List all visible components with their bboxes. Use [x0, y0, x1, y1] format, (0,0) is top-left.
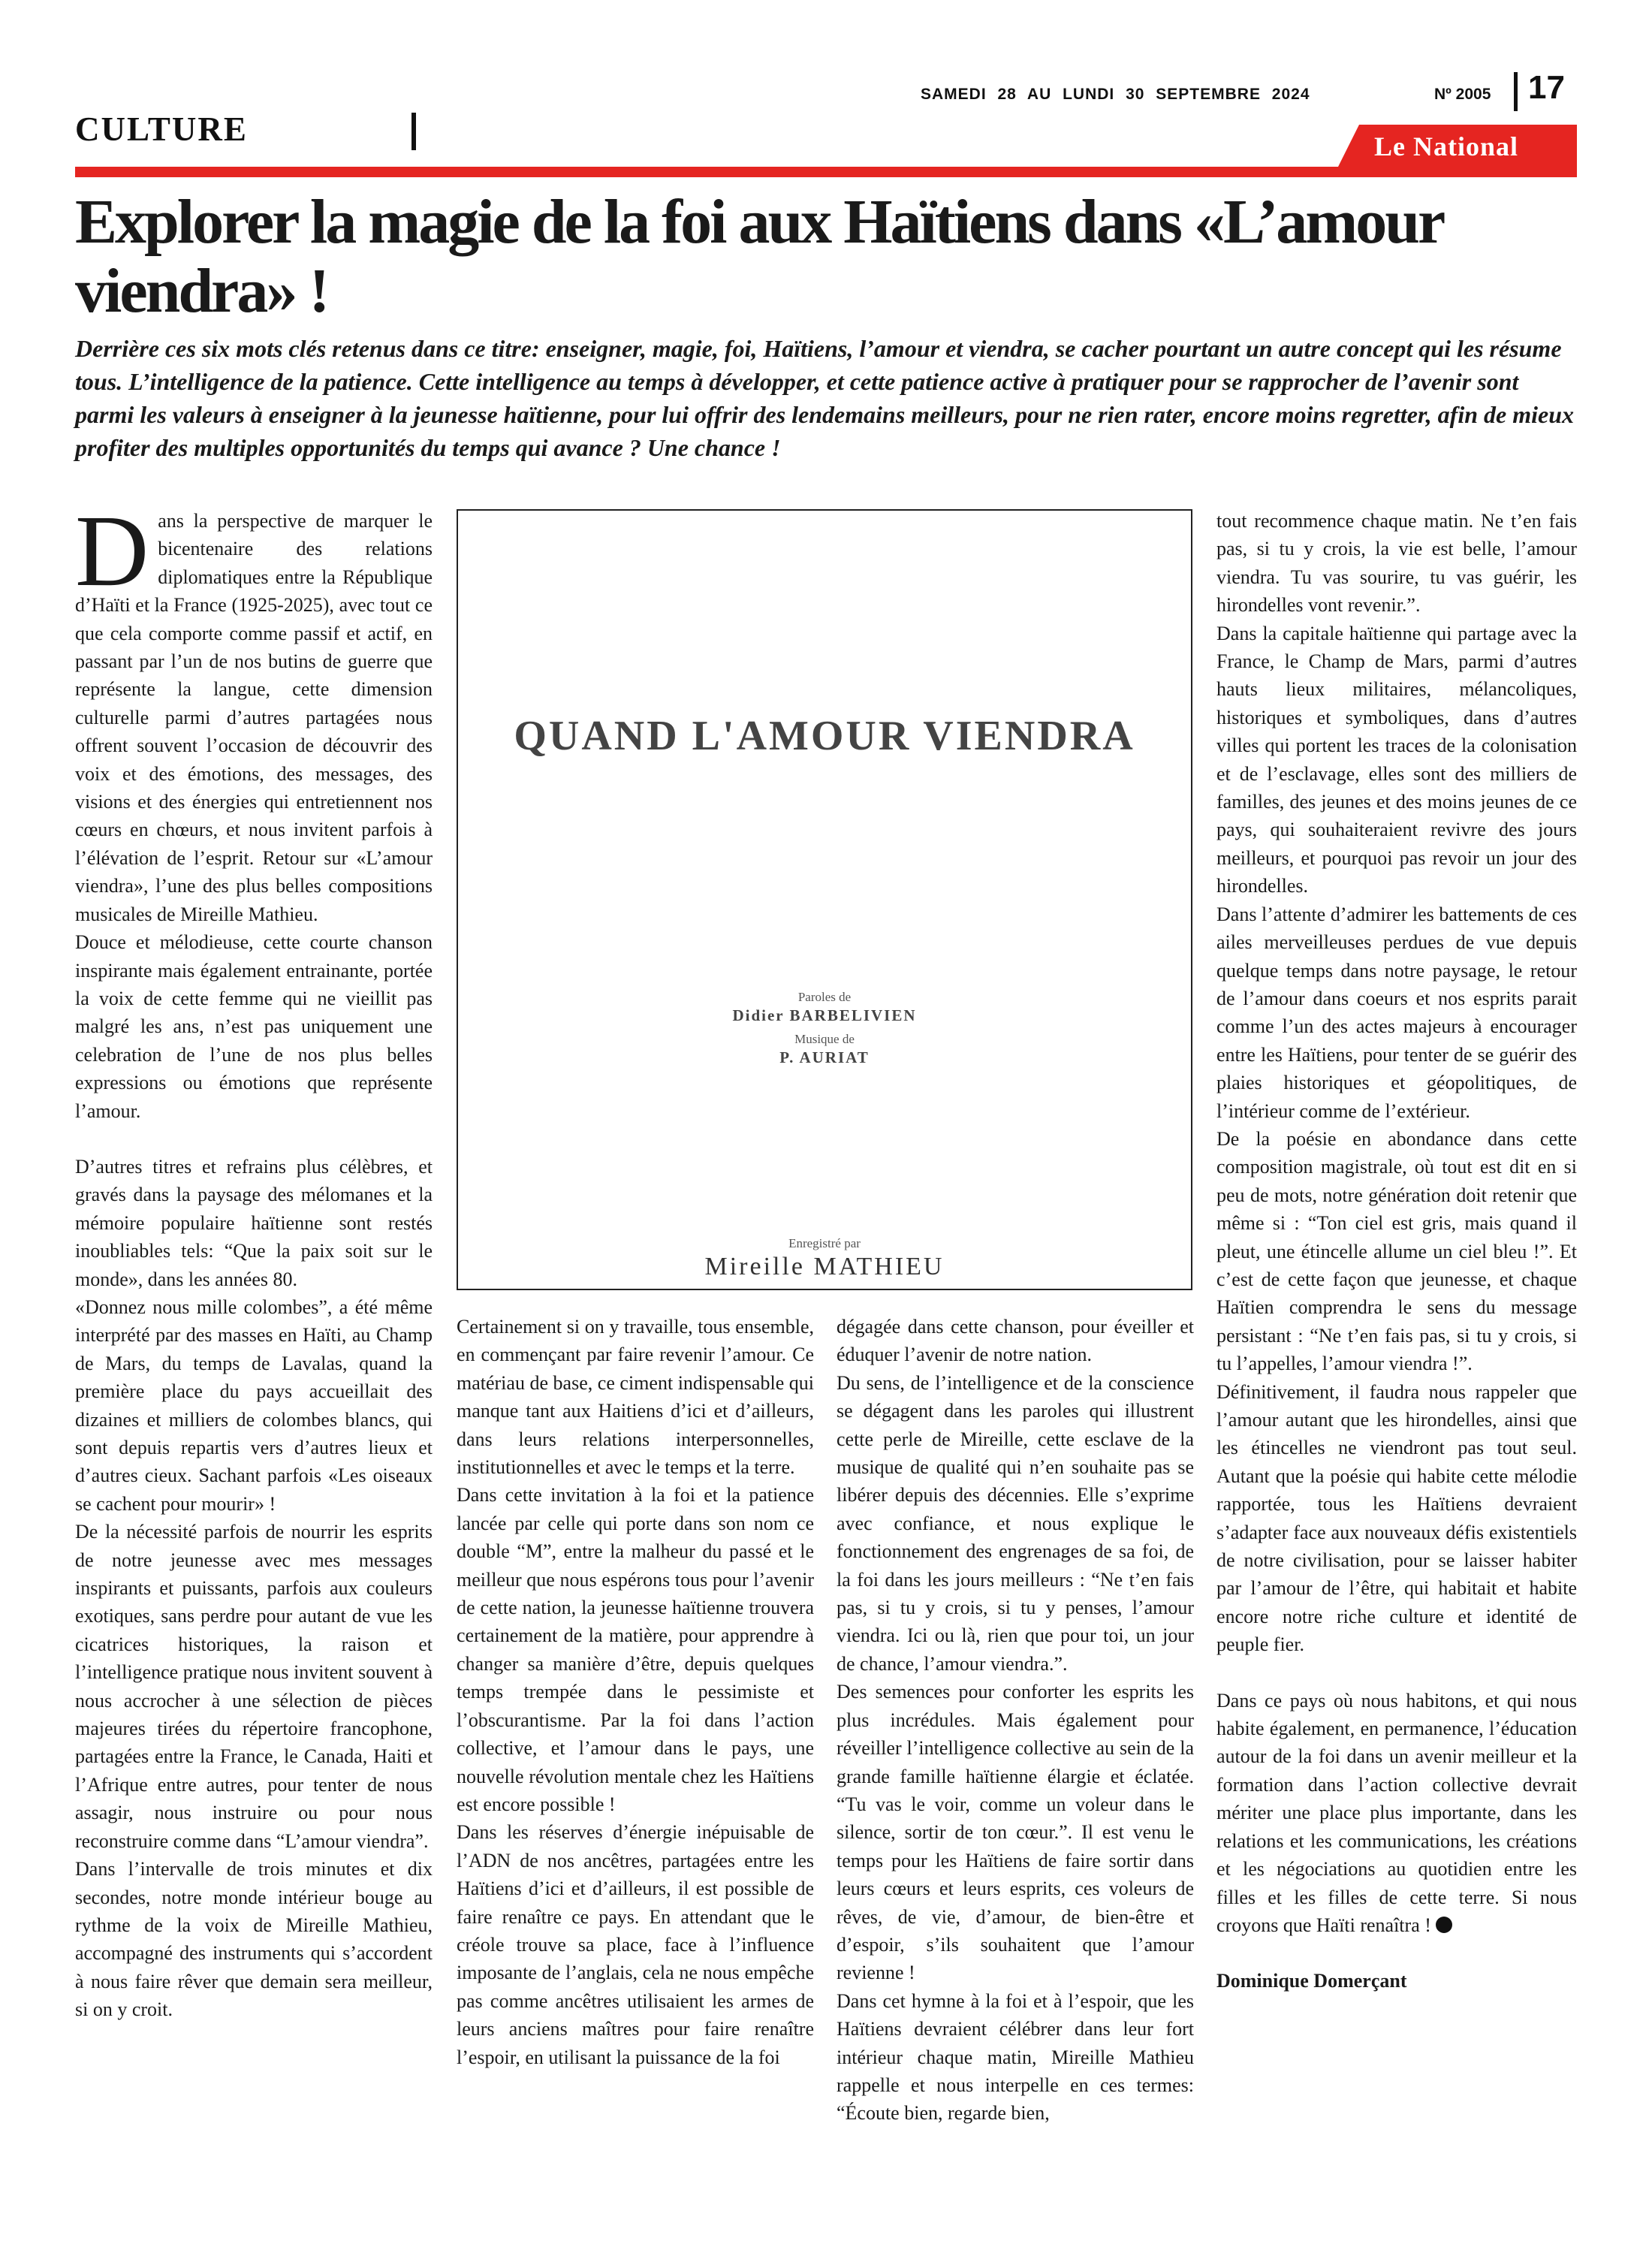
paragraph: Dans la capitale haïtienne qui partage avec la France, le Champ de Mars, parmi d’autres hauts lieux militaires, mélancoliques, historiques et symboliques, dans d’autres villes qui portent les traces de la colonisation et de l’esclavage, elles sont des milliers de familles, des jeunes et des moins jeunes de ce pays, qui souhaiteraient revivre des jours meilleurs, et pourquoi pas revoir un jour des hirondelles. — [1216, 622, 1577, 897]
music-label: Musique de — [794, 1032, 855, 1046]
paragraph: «Donnez nous mille colombes”, a été même interprété par des masses en Haïti, au Champ de Mars, du temps de Lavalas, quand la première place du pays accueillait des dizaines et milliers de colombes blancs, qui sont depuis repartis vers d’autres lieux et d’autres cieux. Sachant parfois «Les oiseaux se cachent pour mourir» ! — [75, 1295, 433, 1515]
section-label: CULTURE — [75, 110, 248, 148]
header-rule — [75, 167, 1577, 177]
paragraph-text: ans la perspective de marquer le bicentenaire des relations diplomatiques entre la République d’Haïti et la France (1925-2025), avec tout ce que cela comporte comme passif et actif, en passant par l’un de nos butins de guerre que représente la langue, cette dimension culturelle parmi d’autres partagées nous offrent souvent l’occasion de découvrir des voix et des émotions, des messages, des visions et des énergies qui entretiennent nos cœurs en chœurs, et nous invitent parfois à l’élévation de l’esprit. Retour sur «L’amour viendra», l’une des plus belles compositions musicales de Mireille Mathieu. — [75, 510, 433, 925]
publication-name: Le National — [1374, 131, 1519, 161]
page-number-divider — [1514, 72, 1518, 111]
article-column-1 — [75, 495, 433, 2024]
paragraph: Dans l’intervalle de trois minutes et dix secondes, notre monde intérieur bouge au rythme de la voix de Mireille Mathieu, accompagné des instruments qui s’accordent à nous faire rêver que demain sera meilleur, si on y croit. — [75, 1858, 433, 2021]
paragraph: Certainement si on y travaille, tous ensemble, en commençant par faire revenir l’amour. Ce matériau de base, ce ciment indispensable qui manque tant aux Haitiens d’ici et d’ailleurs, dans leurs relations interpersonnelles, institutionnelles et avec le temps et la terre. — [457, 1316, 814, 1479]
paragraph: Douce et mélodieuse, cette courte chanson inspirante mais également entrainante, portée la voix de cette femme qui ne vieillit pas malgré les ans, n’est pas uniquement une celebration de l’une de nos plus belles expressions ou émotions que représente l’amour. — [75, 931, 433, 1122]
paragraph: dégagée dans cette chanson, pour éveiller et éduquer l’avenir de notre nation. — [837, 1316, 1194, 1366]
end-of-article-icon — [1436, 1917, 1452, 1933]
issue-date: SAMEDI 28 AU LUNDI 30 SEPTEMBRE 2024 — [921, 86, 1310, 103]
paragraph: Dans cet hymne à la foi et à l’espoir, que les Haïtiens devraient célébrer dans leur fort intérieur chaque matin, Mireille Mathieu rappelle et nous interpelle en ces termes: “Écoute bien, regarde bien, — [837, 1989, 1194, 2125]
paragraph: Définitivement, il faudra nous rappeler que l’amour autant que les hirondelles, ainsi que les étincelles ne viendront pas tout seul. Autant que la poésie qui habite cette mélodie rapportée, tous les Haïtiens devraient s’adapter face aux nouveaux défis existentiels de notre civilisation, pour se laisser habiter par l’amour de l’être, qui habitait et habite encore notre riche culture et identité de peuple fier. — [1216, 1380, 1577, 1656]
paragraph — [75, 495, 433, 928]
lyricist-name: Didier BARBELIVIEN — [732, 1006, 917, 1024]
page-number: 17 — [1528, 69, 1565, 106]
paragraph: Dans cette invitation à la foi et la patience lancée par celle qui porte dans son nom ce double “M”, entre la malheur du passé et le meilleur que nous espérons tous pour l’avenir de cette nation, la jeunesse haïtienne trouvera certainement de la matière, pour apprendre à changer sa manière d’être, depuis quelques temps trempée dans le pessimiste et l’obscurantisme. Par la foi dans l’action collective, et l’amour dans le pays, une nouvelle révolution mentale chez les Haïtiens est encore possible ! — [457, 1484, 814, 1815]
article-column-3 — [837, 1313, 1194, 2128]
paragraph: De la nécessité parfois de nourrir les esprits de notre jeunesse avec mes messages inspirants et puissants, parfois aux couleurs exotiques, sans perdre pour autant de vue les cicatrices historiques, la raison et l’intelligence pratique nous invitent souvent à nous accrocher à une sélection de pièces majeures tirées du répertoire francophone, partagées entre la France, le Canada, Haiti et l’Afrique entre autres, pour tenter de nous assagir, nous instruire ou pour nous reconstruire comme dans “L’amour viendra”. — [75, 1521, 433, 1852]
paragraph: Dans les réserves d’énergie inépuisable de l’ADN de nos ancêtres, partagées entre les Haïtiens d’ici et d’ailleurs, il est possible de faire renaître ce pays. En attendant que le créole trouve sa place, face à l’influence imposante de l’anglais, cela ne nous empêche pas comme ancêtres utilisaient les armes de leurs anciens maîtres pour faire renaître l’espoir, en utilisant la puissance de la foi — [457, 1821, 814, 2068]
artist-name: Mireille MATHIEU — [704, 1253, 945, 1280]
paragraph: D’autres titres et refrains plus célèbres, et gravés dans la paysage des mélomanes et la mémoire populaire haïtienne sont restés inoubliables tels: “Que la paix soit sur le monde», dans les années 80. — [75, 1155, 433, 1290]
paragraph: Du sens, de l’intelligence et de la conscience se dégagent dans les paroles qui illustrent cette perle de Mireille, cette esclave de la musique de qualité qui n’en souhaite pas se libérer depuis des décennies. Elle s’exprime avec confiance, et nous explique le fonctionnement des engrenages de sa foi, de la foi dans les jours meilleurs : “Ne t’en fais pas, si tu y crois, si tu y penses, l’amour viendra. Ici ou là, rien que pour toi, un jour de chance, l’amour viendra.”. — [837, 1371, 1194, 1675]
author-byline: Dominique Domerçant — [1216, 1970, 1407, 1992]
article-column-4 — [1216, 507, 1577, 1995]
composer-name: P. AURIAT — [779, 1048, 870, 1066]
paragraph: De la poésie en abondance dans cette composition magistrale, où tout est dit en si peu de mots, notre génération doit retenir que même si : “Ton ciel est gris, mais quand il pleut, une étincelle allume un ciel bleu !”. Et c’est de cette façon que jeunesse, et chaque Haïtien comprendra le sens du message persistant : “Ne t’en fais pas, si tu y crois, si tu l’appelles, l’amour viendra !”. — [1216, 1127, 1577, 1375]
article-headline: Explorer la magie de la foi aux Haïtiens dans «L’amour viendra» ! — [75, 187, 1442, 326]
lyrics-label: Paroles de — [797, 990, 852, 1004]
paragraph: Dans l’attente d’admirer les battements de ces ailes merveilleuses perdues de vue depuis quelque temps dans notre paysage, le retour de l’amour dans coeurs et nos esprits parait comme l’un des actes majeurs à encourager entre les Haïtiens, pour tenter de se guérir des plaies historiques et géopolitiques, de l’intérieur comme de l’extérieur. — [1216, 903, 1577, 1122]
article-column-2 — [457, 1313, 814, 2071]
album-cover-image — [457, 509, 1192, 1290]
article-lead: Derrière ces six mots clés retenus dans ce titre: enseigner, magie, foi, Haïtiens, l’amour et viendra, se cacher pourtant un autre concept qui les résume tous. L’intelligence de la patience. Cette intelligence au temps à développer, et cette patience active à pratiquer pour se rapprocher de l’avenir sont parmi les valeurs à enseigner à la jeunesse haïtienne, pour lui offrir des lendemains meilleurs, pour ne rien rater, encore moins regretter, afin de mieux profiter des multiples opportunités du temps qui avance ? Une chance ! — [75, 335, 1574, 461]
issue-number: Nº 2005 — [1434, 86, 1491, 103]
section-divider — [411, 113, 416, 150]
drop-cap: D — [75, 495, 149, 608]
paragraph: tout recommence chaque matin. Ne t’en fais pas, si tu y crois, la vie est belle, l’amour viendra. Tu vas sourire, tu vas guérir, les hirondelles vont revenir.”. — [1216, 510, 1577, 617]
paragraph-text: Dans ce pays où nous habitons, et qui nous habite également, en permanence, l’éducation autour de la foi dans un avenir meilleur et la formation dans l’action collective devrait mériter une place plus importante, dans les relations et les communications, les créations et les négociations au quotidien entre les filles et les filles de cette terre. Si nous croyons que Haïti renaîtra ! — [1216, 1689, 1577, 1936]
paragraph: Des semences pour conforter les esprits les plus incrédules. Mais également pour réveiller l’intelligence collective au sein de la grande famille haïtienne élargie et éclatée. “Tu vas le voir, comme un voleur dans le silence, sortir de ton cœur.”. Il est venu le temps pour les Haïtiens de faire sortir dans leurs cœurs et leurs esprits, ces voleurs de rêves, de vie, d’amour, de bien-être et d’espoir, s’ils souhaitent que l’amour revienne ! — [837, 1681, 1194, 1984]
album-title: QUAND L'AMOUR VIENDRA — [514, 713, 1135, 759]
recorded-label: Enregistré par — [788, 1236, 861, 1250]
paragraph — [1216, 1687, 1577, 1940]
